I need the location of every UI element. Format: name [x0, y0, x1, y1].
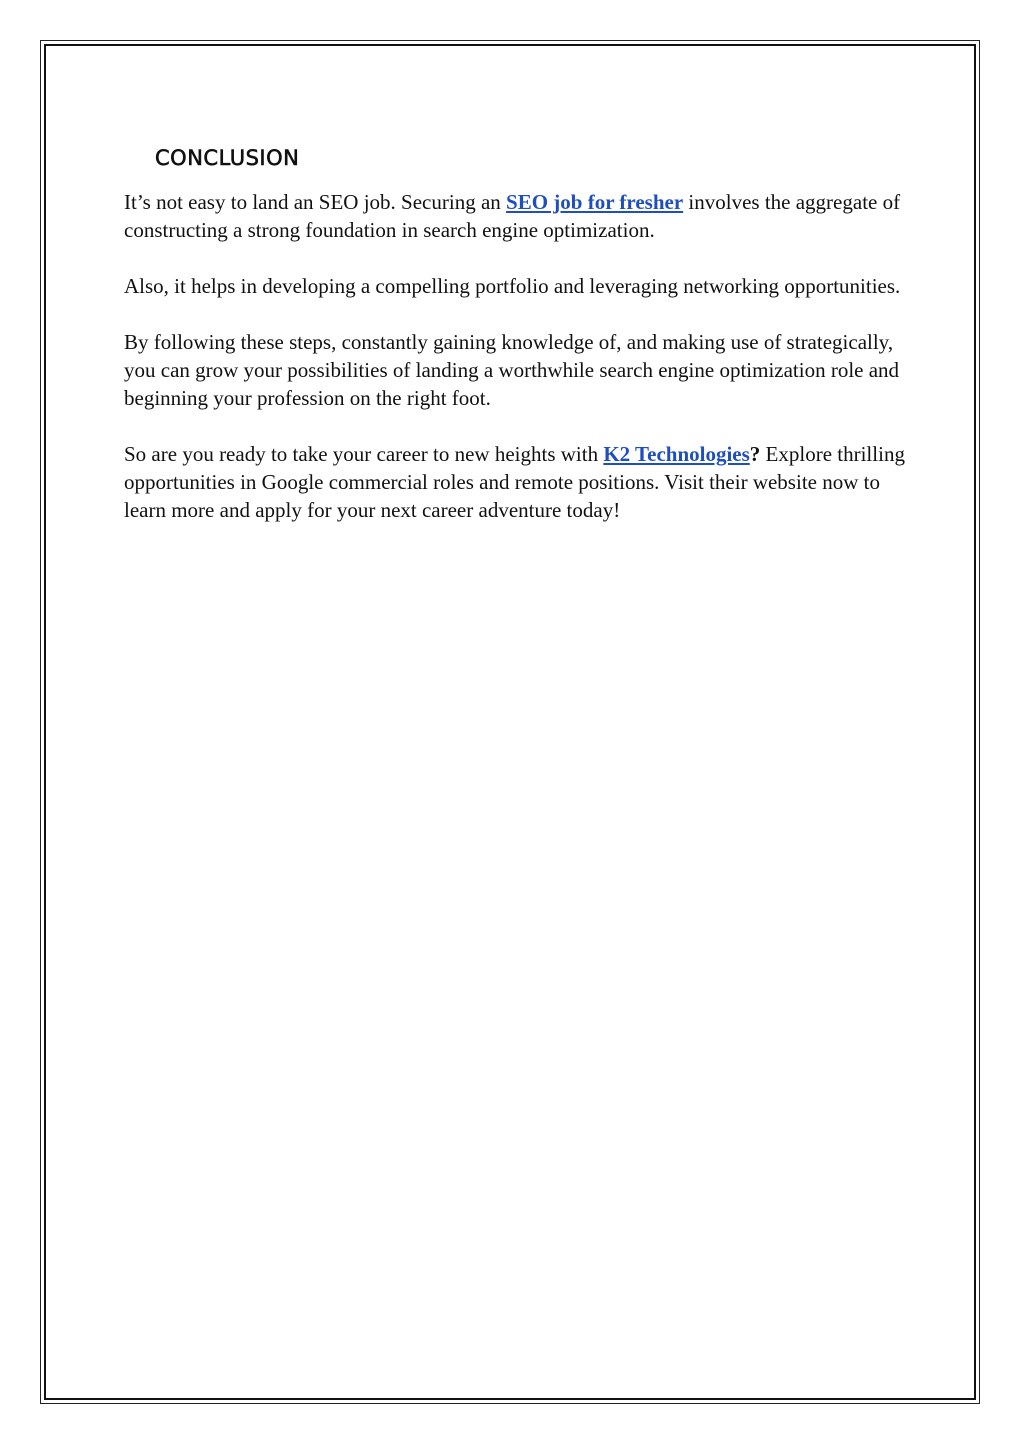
paragraph-text: So are you ready to take your career to new heights with	[124, 442, 604, 466]
question-mark: ?	[749, 442, 761, 466]
section-heading: conclusion	[155, 138, 300, 173]
paragraph-k2	[124, 440, 914, 524]
seo-job-for-fresher-link[interactable]: SEO job for fresher	[506, 190, 684, 214]
paragraph-portfolio: Also, it helps in developing a compelling portfolio and leveraging networking opportunities.	[124, 274, 901, 298]
document-content	[124, 136, 914, 552]
k2-technologies-link[interactable]: K2 Technologies	[603, 442, 750, 466]
paragraph-seo-job	[124, 188, 914, 244]
paragraph-text: It’s not easy to land an SEO job. Securing an	[124, 190, 507, 214]
paragraph-text: Explore thrilling opportunities in Google commercial roles and remote positions. Visit their website now to learn more and apply for your next career adventure today!	[124, 442, 905, 522]
paragraph-steps: By following these steps, constantly gaining knowledge of, and making use of strategically, you can grow your possibilities of landing a worthwhile search engine optimization role and beginning your profession on the right foot.	[124, 330, 900, 410]
paragraph-text: involves the aggregate of constructing a strong foundation in search engine optimization.	[124, 190, 901, 242]
